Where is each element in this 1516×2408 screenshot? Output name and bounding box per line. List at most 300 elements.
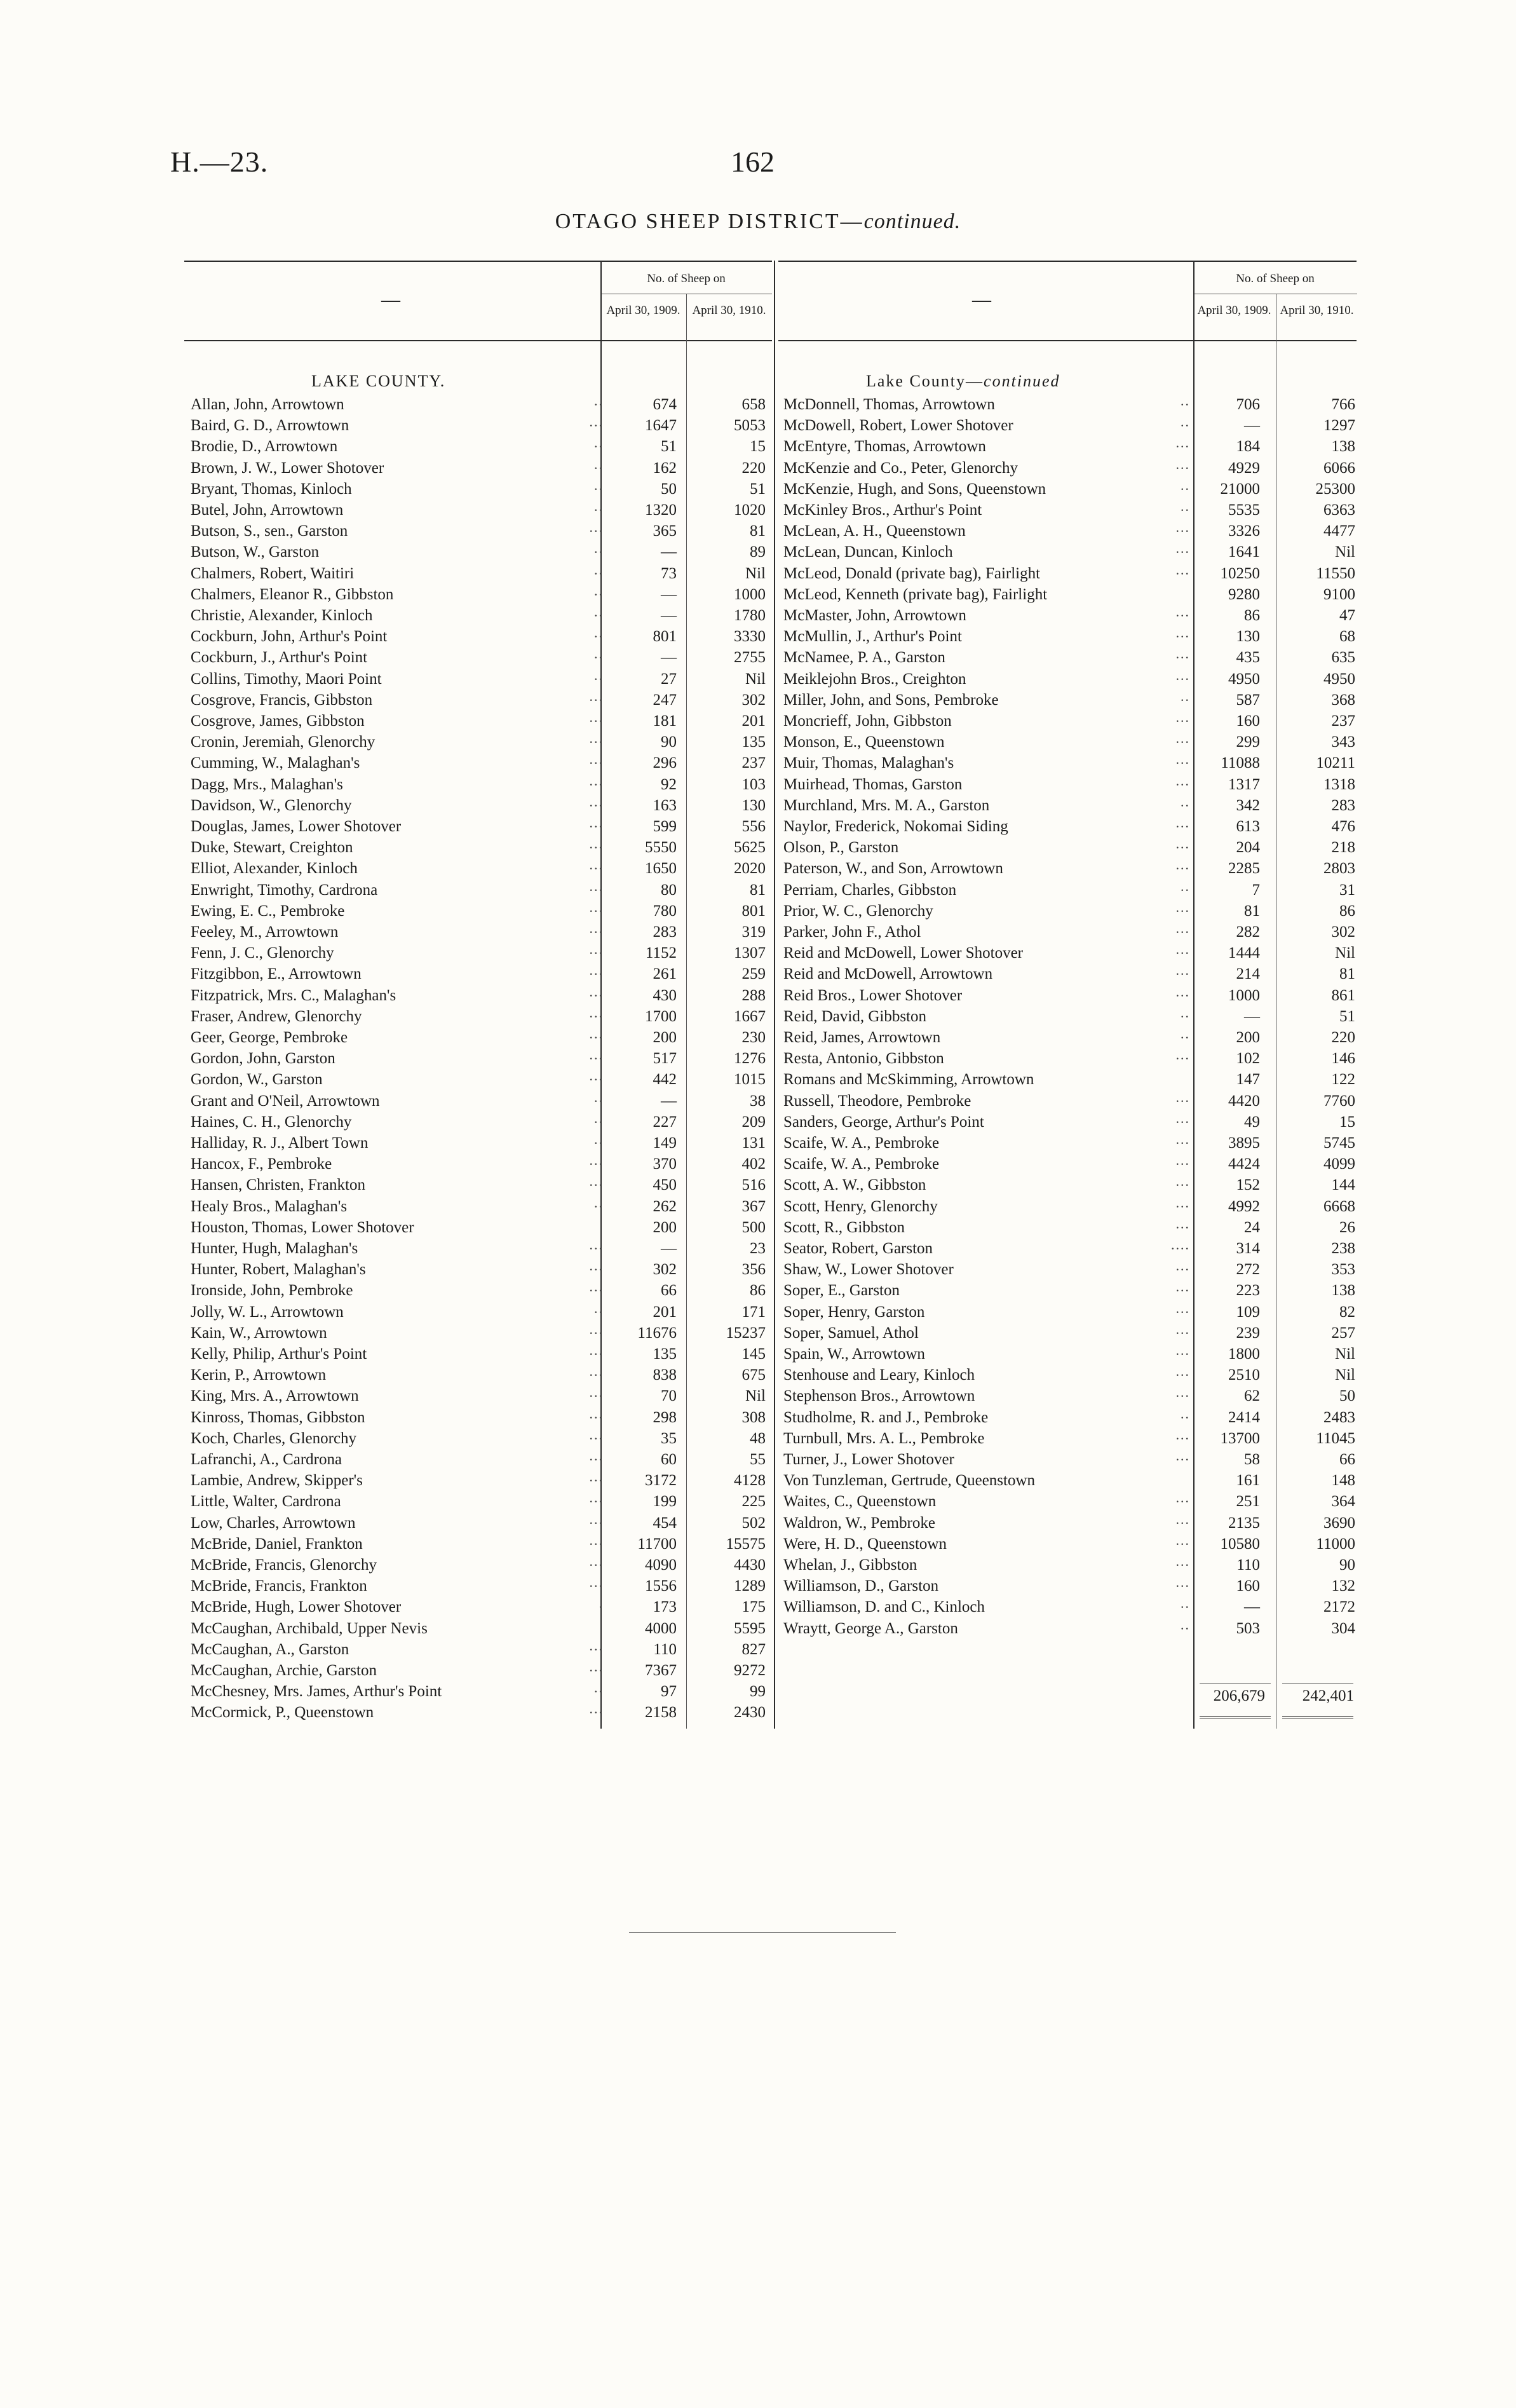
owner-name: Muirhead, Thomas, Garston xyxy=(783,775,963,793)
owner-name: Butel, John, Arrowtown xyxy=(191,501,344,519)
sheep-1910: 353 xyxy=(1331,1261,1355,1279)
dot-leader: .. xyxy=(594,1194,604,1211)
sheep-1909: 92 xyxy=(661,775,677,793)
dot-leader: ... xyxy=(1175,1215,1190,1232)
sheep-1909: 282 xyxy=(1236,923,1260,941)
dot-leader: ... xyxy=(1175,1553,1190,1569)
sheep-1909: 90 xyxy=(661,733,677,751)
dot-leader: ... xyxy=(589,793,604,810)
sheep-1910: 220 xyxy=(741,459,766,477)
dot-leader: .. xyxy=(1181,793,1190,810)
owner-name: Ewing, E. C., Pembroke xyxy=(191,902,345,920)
count-header-right: No. of Sheep on xyxy=(1236,272,1315,285)
owner-name: Lafranchi, A., Cardrona xyxy=(191,1451,342,1468)
sheep-1909: 4950 xyxy=(1228,670,1260,688)
sheep-1909: 342 xyxy=(1236,796,1260,814)
sheep-1909: 4424 xyxy=(1228,1155,1260,1173)
dot-leader: .. xyxy=(594,435,604,451)
title-main: OTAGO SHEEP DISTRICT— xyxy=(555,210,864,233)
sheep-1909: 152 xyxy=(1236,1176,1260,1194)
dot-leader: ... xyxy=(589,1405,604,1422)
owner-name: McBride, Daniel, Frankton xyxy=(191,1535,363,1553)
sheep-1910: 26 xyxy=(1339,1218,1355,1236)
sheep-1909: 503 xyxy=(1236,1619,1260,1637)
sheep-1910: 1318 xyxy=(1323,775,1355,793)
sheep-1910: 4950 xyxy=(1323,670,1355,688)
sheep-1910: 343 xyxy=(1331,733,1355,751)
dot-leader: ... xyxy=(1175,1173,1190,1190)
sheep-1909: 58 xyxy=(1244,1451,1260,1468)
dot-leader: ... xyxy=(1175,836,1190,852)
sheep-1909: 430 xyxy=(653,986,677,1004)
sheep-1909: 517 xyxy=(653,1050,677,1068)
sheep-1910: 15237 xyxy=(726,1324,766,1342)
dot-leader: ... xyxy=(589,1342,604,1358)
dot-leader: ... xyxy=(1175,1131,1190,1147)
sheep-1909: 11700 xyxy=(637,1535,677,1553)
sheep-1909: 302 xyxy=(653,1261,677,1279)
sheep-1910: 5625 xyxy=(734,839,766,857)
sheep-1909: 1647 xyxy=(645,417,677,435)
owner-name: Butson, S., sen., Garston xyxy=(191,522,348,540)
sheep-1910: 201 xyxy=(741,712,766,730)
sheep-1910: 66 xyxy=(1339,1451,1355,1468)
count-header-left: No. of Sheep on xyxy=(647,272,726,285)
dot-leader: ... xyxy=(1175,1321,1190,1337)
sheep-1909: 4000 xyxy=(645,1619,677,1637)
owner-name: Reid and McDowell, Lower Shotover xyxy=(783,944,1024,962)
sheep-1910: 319 xyxy=(741,923,766,941)
sheep-1910: 502 xyxy=(741,1514,766,1532)
dot-leader: ... xyxy=(1175,1426,1190,1443)
owner-name: Whelan, J., Gibbston xyxy=(783,1556,917,1574)
owner-name: Were, H. D., Queenstown xyxy=(783,1535,947,1553)
sheep-1910: 402 xyxy=(741,1155,766,1173)
dot-leader: ... xyxy=(1175,920,1190,936)
sheep-1910: 81 xyxy=(1339,965,1355,983)
sheep-1910: 31 xyxy=(1339,881,1355,899)
dot-leader: ... xyxy=(589,519,604,536)
owner-name: McNamee, P. A., Garston xyxy=(783,649,945,667)
dot-leader: ... xyxy=(589,857,604,873)
owner-name: Parker, John F., Athol xyxy=(783,923,921,941)
sheep-1909: 450 xyxy=(653,1176,677,1194)
sheep-1910: 1020 xyxy=(734,501,766,519)
sheep-1909: 86 xyxy=(1244,607,1260,624)
sheep-1910: 86 xyxy=(750,1282,766,1300)
sheep-1909: 1000 xyxy=(1228,986,1260,1004)
sheep-1909: 435 xyxy=(1236,649,1260,667)
owner-name: McBride, Francis, Glenorchy xyxy=(191,1556,377,1574)
dot-leader: ... xyxy=(589,688,604,704)
owner-name: Gordon, W., Garston xyxy=(191,1071,323,1089)
owner-name: Fenn, J. C., Glenorchy xyxy=(191,944,334,962)
sheep-1909: 11676 xyxy=(637,1324,677,1342)
sheep-1910: 302 xyxy=(741,691,766,709)
owner-name: Kelly, Philip, Arthur's Point xyxy=(191,1345,367,1363)
dot-leader: ... xyxy=(1175,1258,1190,1274)
owner-name: Spain, W., Arrowtown xyxy=(783,1345,925,1363)
owner-name: McKenzie and Co., Peter, Glenorchy xyxy=(783,459,1019,477)
owner-name: Dagg, Mrs., Malaghan's xyxy=(191,775,343,793)
dot-leader: .. xyxy=(1181,1616,1190,1633)
dot-leader: ... xyxy=(1175,519,1190,536)
sheep-1910: 2172 xyxy=(1323,1598,1355,1616)
owner-name: Perriam, Charles, Gibbston xyxy=(783,881,957,899)
document-reference: H.—23. xyxy=(170,146,269,178)
owner-name: Cosgrove, James, Gibbston xyxy=(191,712,365,730)
sheep-1909: 11088 xyxy=(1221,754,1260,772)
sheep-1909: 10250 xyxy=(1220,564,1260,582)
owner-name: Fraser, Andrew, Glenorchy xyxy=(191,1007,362,1025)
sheep-1909: 201 xyxy=(653,1303,677,1321)
owner-name: Fitzgibbon, E., Arrowtown xyxy=(191,965,362,983)
sheep-1910: 364 xyxy=(1331,1493,1355,1511)
sheep-1909: 10580 xyxy=(1220,1535,1260,1553)
sheep-1909: 1444 xyxy=(1228,944,1260,962)
sheep-1909: 442 xyxy=(653,1071,677,1089)
sheep-1909: 27 xyxy=(661,670,677,688)
dot-leader: ... xyxy=(1175,1110,1190,1126)
dot-leader: ... xyxy=(589,1490,604,1506)
sheep-1909: 838 xyxy=(653,1366,677,1384)
owner-name: Little, Walter, Cardrona xyxy=(191,1493,341,1511)
sheep-1909: 314 xyxy=(1236,1240,1260,1257)
sheep-1910: 4128 xyxy=(734,1472,766,1490)
owner-name: McCaughan, Archie, Garston xyxy=(191,1662,377,1679)
sheep-1910: 1297 xyxy=(1323,417,1355,435)
dot-leader: .. xyxy=(594,393,604,409)
dot-leader: ... xyxy=(589,772,604,789)
sheep-1910: 144 xyxy=(1331,1176,1355,1194)
owner-name: McEntyre, Thomas, Arrowtown xyxy=(783,438,986,456)
dot-leader: ... xyxy=(589,1026,604,1042)
owner-name: Elliot, Alexander, Kinloch xyxy=(191,860,358,878)
total-1909: 206,679 xyxy=(1213,1687,1265,1704)
sheep-1909: 599 xyxy=(653,818,677,835)
owner-name: Wraytt, George A., Garston xyxy=(783,1619,958,1637)
owner-name: Paterson, W., and Son, Arrowtown xyxy=(783,860,1003,878)
sheep-1910: 367 xyxy=(741,1197,766,1215)
sheep-1910: 2020 xyxy=(734,860,766,878)
sheep-1909: 3895 xyxy=(1228,1134,1260,1152)
sheep-1910: 51 xyxy=(1339,1007,1355,1025)
sheep-1909: 3172 xyxy=(645,1472,677,1490)
sheep-1910: 1015 xyxy=(734,1071,766,1089)
dot-leader: ... xyxy=(589,1511,604,1527)
owner-name: Healy Bros., Malaghan's xyxy=(191,1197,348,1215)
name-header-right: — xyxy=(972,289,991,310)
dot-leader: .. xyxy=(1181,414,1190,430)
owner-name: Kinross, Thomas, Gibbston xyxy=(191,1408,365,1426)
sheep-1910: 237 xyxy=(1331,712,1355,730)
owner-name: Gordon, John, Garston xyxy=(191,1050,335,1068)
owner-name: Feeley, M., Arrowtown xyxy=(191,923,339,941)
owner-name: Olson, P., Garston xyxy=(783,839,899,857)
owner-name: Murchland, Mrs. M. A., Garston xyxy=(783,796,990,814)
sheep-1909: 200 xyxy=(653,1218,677,1236)
sheep-1910: 220 xyxy=(1331,1029,1355,1046)
sheep-1910: 9100 xyxy=(1323,585,1355,603)
dot-leader: ... xyxy=(589,1426,604,1443)
sheep-1910: 10211 xyxy=(1316,754,1355,772)
owner-name: Miller, John, and Sons, Pembroke xyxy=(783,691,999,709)
sheep-1909: 35 xyxy=(661,1429,677,1447)
owner-name: Von Tunzleman, Gertrude, Queenstown xyxy=(783,1472,1036,1490)
dot-leader: .. xyxy=(594,561,604,578)
sheep-1910: Nil xyxy=(1335,944,1355,962)
sheep-1910: 148 xyxy=(1331,1472,1355,1490)
sheep-1909: 262 xyxy=(653,1197,677,1215)
sheep-1910: 6066 xyxy=(1323,459,1355,477)
sheep-1910: 122 xyxy=(1331,1071,1355,1089)
sheep-1909: — xyxy=(1244,417,1260,435)
sheep-1909: 4992 xyxy=(1228,1197,1260,1215)
sheep-1910: 2483 xyxy=(1323,1408,1355,1426)
sheep-1910: 1289 xyxy=(734,1577,766,1595)
owner-name: Williamson, D. and C., Kinloch xyxy=(783,1598,985,1616)
sheep-1909: 51 xyxy=(661,438,677,456)
sheep-1909: 50 xyxy=(661,480,677,498)
page-title xyxy=(0,210,1516,234)
owner-name: Low, Charles, Arrowtown xyxy=(191,1514,356,1532)
dot-leader: ... xyxy=(589,1173,604,1190)
sheep-1910: 1780 xyxy=(734,607,766,624)
owner-name: Allan, John, Arrowtown xyxy=(191,396,344,413)
sheep-1910: 86 xyxy=(1339,902,1355,920)
sheep-1910: 238 xyxy=(1331,1240,1355,1257)
sheep-1910: 130 xyxy=(741,796,766,814)
sheep-1909: 161 xyxy=(1236,1472,1260,1490)
sheep-1910: Nil xyxy=(745,670,766,688)
section-heading-lake-county-continued xyxy=(866,372,1060,391)
dot-leader: ... xyxy=(1175,857,1190,873)
sheep-1909: 199 xyxy=(653,1493,677,1511)
dot-leader: ... xyxy=(589,1258,604,1274)
owner-name: Turnbull, Mrs. A. L., Pembroke xyxy=(783,1429,985,1447)
dot-leader: .. xyxy=(594,1131,604,1147)
owner-name: Romans and McSkimming, Arrowtown xyxy=(783,1071,1034,1089)
header-bottom-rule-right xyxy=(778,340,1357,341)
owner-name: Scott, A. W., Gibbston xyxy=(783,1176,926,1194)
owner-name: Kain, W., Arrowtown xyxy=(191,1324,327,1342)
owner-name: Moncrieff, John, Gibbston xyxy=(783,712,952,730)
dot-leader: ... xyxy=(1175,1448,1190,1464)
owner-name: Butson, W., Garston xyxy=(191,543,320,561)
dot-leader: ... xyxy=(1175,983,1190,1000)
dot-leader: ... xyxy=(589,1004,604,1021)
dot-leader: ... xyxy=(1175,941,1190,958)
sheep-1909: 5550 xyxy=(645,839,677,857)
sheep-1910: 766 xyxy=(1331,396,1355,413)
owner-name: Davidson, W., Glenorchy xyxy=(191,796,352,814)
sheep-1910: Nil xyxy=(745,1387,766,1405)
sheep-1909: 214 xyxy=(1236,965,1260,983)
owner-name: Sanders, George, Arthur's Point xyxy=(783,1113,984,1131)
dot-leader: .. xyxy=(1181,1405,1190,1422)
owner-name: Cumming, W., Malaghan's xyxy=(191,754,360,772)
sheep-1910: 237 xyxy=(741,754,766,772)
owner-name: Duke, Stewart, Creighton xyxy=(191,839,353,857)
owner-name: Studholme, R. and J., Pembroke xyxy=(783,1408,989,1426)
sheep-1910: 2430 xyxy=(734,1704,766,1722)
sheep-1910: 90 xyxy=(1339,1556,1355,1574)
owner-name: Shaw, W., Lower Shotover xyxy=(783,1261,954,1279)
sheep-1910: Nil xyxy=(1335,1345,1355,1363)
sheep-1909: 454 xyxy=(653,1514,677,1532)
sheep-1909: 296 xyxy=(653,754,677,772)
owner-name: Chalmers, Robert, Waitiri xyxy=(191,564,355,582)
dot-leader: ... xyxy=(1175,1152,1190,1169)
dot-leader: .... xyxy=(1171,1237,1190,1253)
sheep-1910: 55 xyxy=(750,1451,766,1468)
dot-leader: .. xyxy=(594,540,604,557)
sheep-1910: 103 xyxy=(741,775,766,793)
owner-name: Williamson, D., Garston xyxy=(783,1577,939,1595)
dot-leader: ... xyxy=(589,836,604,852)
sheep-1910: 135 xyxy=(741,733,766,751)
owner-name: Soper, Samuel, Athol xyxy=(783,1324,919,1342)
sheep-1910: 259 xyxy=(741,965,766,983)
sheep-1910: 4477 xyxy=(1323,522,1355,540)
dot-leader: ... xyxy=(589,1553,604,1569)
sheep-1910: 801 xyxy=(741,902,766,920)
owner-name: Douglas, James, Lower Shotover xyxy=(191,818,402,835)
sheep-1909: 370 xyxy=(653,1155,677,1173)
owner-name: Waites, C., Queenstown xyxy=(783,1493,937,1511)
sheep-1910: 2755 xyxy=(734,649,766,667)
owner-name: McCaughan, Archibald, Upper Nevis xyxy=(191,1619,428,1637)
owner-name: Cockburn, John, Arthur's Point xyxy=(191,628,388,646)
sheep-1909: 1317 xyxy=(1228,775,1260,793)
sheep-1910: 675 xyxy=(741,1366,766,1384)
owner-name: McCaughan, A., Garston xyxy=(191,1640,349,1658)
dot-leader: ... xyxy=(589,1363,604,1380)
sheep-1910: 827 xyxy=(741,1640,766,1658)
dot-leader: ... xyxy=(589,815,604,831)
sheep-1910: 302 xyxy=(1331,923,1355,941)
dot-leader: ... xyxy=(1175,1279,1190,1295)
sheep-1910: 5595 xyxy=(734,1619,766,1637)
sheep-1909: 239 xyxy=(1236,1324,1260,1342)
sheep-1909: 2158 xyxy=(645,1704,677,1722)
sheep-1910: 38 xyxy=(750,1092,766,1110)
sheep-1909: 7367 xyxy=(645,1662,677,1679)
owner-name: Naylor, Frederick, Nokomai Siding xyxy=(783,818,1008,835)
sheep-1909: — xyxy=(661,1092,677,1110)
dot-leader: ... xyxy=(1175,646,1190,662)
sheep-1910: 516 xyxy=(741,1176,766,1194)
sheep-1909: 97 xyxy=(661,1683,677,1701)
col1910-header-left: April 30, 1910. xyxy=(692,304,766,317)
sheep-1910: 225 xyxy=(741,1493,766,1511)
owner-name: Kerin, P., Arrowtown xyxy=(191,1366,327,1384)
dot-leader: ... xyxy=(589,730,604,747)
dot-leader: .. xyxy=(1181,1004,1190,1021)
sheep-1909: 160 xyxy=(1236,712,1260,730)
owner-name: Hunter, Hugh, Malaghan's xyxy=(191,1240,358,1257)
dot-leader: .. xyxy=(594,582,604,599)
dot-leader: ... xyxy=(589,1448,604,1464)
owner-name: Stenhouse and Leary, Kinloch xyxy=(783,1366,975,1384)
sheep-1909: 3326 xyxy=(1228,522,1260,540)
sheep-1909: 173 xyxy=(653,1598,677,1616)
sheep-1909: 24 xyxy=(1244,1218,1260,1236)
dot-leader: .. xyxy=(594,1089,604,1105)
owner-name: King, Mrs. A., Arrowtown xyxy=(191,1387,359,1405)
sheep-1909: 1152 xyxy=(645,944,677,962)
sheep-1909: 49 xyxy=(1244,1113,1260,1131)
dot-leader: ... xyxy=(1175,709,1190,725)
sheep-1910: 861 xyxy=(1331,986,1355,1004)
sheep-1910: 6363 xyxy=(1323,501,1355,519)
owner-name: McBride, Hugh, Lower Shotover xyxy=(191,1598,402,1616)
dot-leader: ... xyxy=(589,1659,604,1675)
owner-name: McChesney, Mrs. James, Arthur's Point xyxy=(191,1683,442,1701)
sheep-1910: 1307 xyxy=(734,944,766,962)
sheep-1909: 162 xyxy=(653,459,677,477)
owner-name: McMullin, J., Arthur's Point xyxy=(783,628,962,646)
totals-top-rule-1909 xyxy=(1200,1683,1271,1684)
dot-leader: ... xyxy=(589,1701,604,1717)
sheep-1909: 2414 xyxy=(1228,1408,1260,1426)
owner-name: McKinley Bros., Arthur's Point xyxy=(783,501,982,519)
sheep-1910: 308 xyxy=(741,1408,766,1426)
dot-leader: .. xyxy=(1181,477,1190,493)
sheep-1909: 261 xyxy=(653,965,677,983)
owner-name: Scaife, W. A., Pembroke xyxy=(783,1134,940,1152)
col1910-header-right: April 30, 1910. xyxy=(1280,304,1354,317)
sheep-1910: 15 xyxy=(1339,1113,1355,1131)
sheep-1910: 68 xyxy=(1339,628,1355,646)
section-heading-lake-county: LAKE COUNTY. xyxy=(311,372,446,390)
dot-leader: ... xyxy=(589,962,604,979)
sheep-1909: 272 xyxy=(1236,1261,1260,1279)
dot-leader: ... xyxy=(1175,730,1190,747)
totals-top-rule-1910 xyxy=(1282,1683,1353,1684)
dot-leader: ... xyxy=(589,1047,604,1063)
owner-name: Reid, David, Gibbston xyxy=(783,1007,926,1025)
dot-leader: ... xyxy=(589,920,604,936)
sheep-1910: 368 xyxy=(1331,691,1355,709)
dot-leader: .. xyxy=(1181,1595,1190,1612)
sheep-1909: 587 xyxy=(1236,691,1260,709)
dot-leader: ... xyxy=(1175,625,1190,641)
owner-name: McCormick, P., Queenstown xyxy=(191,1704,374,1722)
owner-name: McLeod, Donald (private bag), Fairlight xyxy=(783,564,1041,582)
sheep-1910: 15 xyxy=(750,438,766,456)
dot-leader: ... xyxy=(1175,1363,1190,1380)
sheep-1910: 132 xyxy=(1331,1577,1355,1595)
dot-leader: ... xyxy=(1175,1490,1190,1506)
dot-leader: ... xyxy=(589,709,604,725)
dot-leader: ... xyxy=(589,941,604,958)
owner-name: Muir, Thomas, Malaghan's xyxy=(783,754,954,772)
sheep-1910: Nil xyxy=(745,564,766,582)
sheep-1910: 218 xyxy=(1331,839,1355,857)
dot-leader: .. xyxy=(1181,688,1190,704)
sheep-1910: 230 xyxy=(741,1029,766,1046)
owner-name: Hancox, F., Pembroke xyxy=(191,1155,332,1173)
table-center-divider xyxy=(774,261,775,1729)
owner-name: Prior, W. C., Glenorchy xyxy=(783,902,933,920)
sheep-1909: 70 xyxy=(661,1387,677,1405)
sheep-1910: 145 xyxy=(741,1345,766,1363)
sheep-1909: 1800 xyxy=(1228,1345,1260,1363)
dot-leader: .. xyxy=(594,646,604,662)
sheep-1910: 138 xyxy=(1331,438,1355,456)
owner-name: Seator, Robert, Garston xyxy=(783,1240,933,1257)
